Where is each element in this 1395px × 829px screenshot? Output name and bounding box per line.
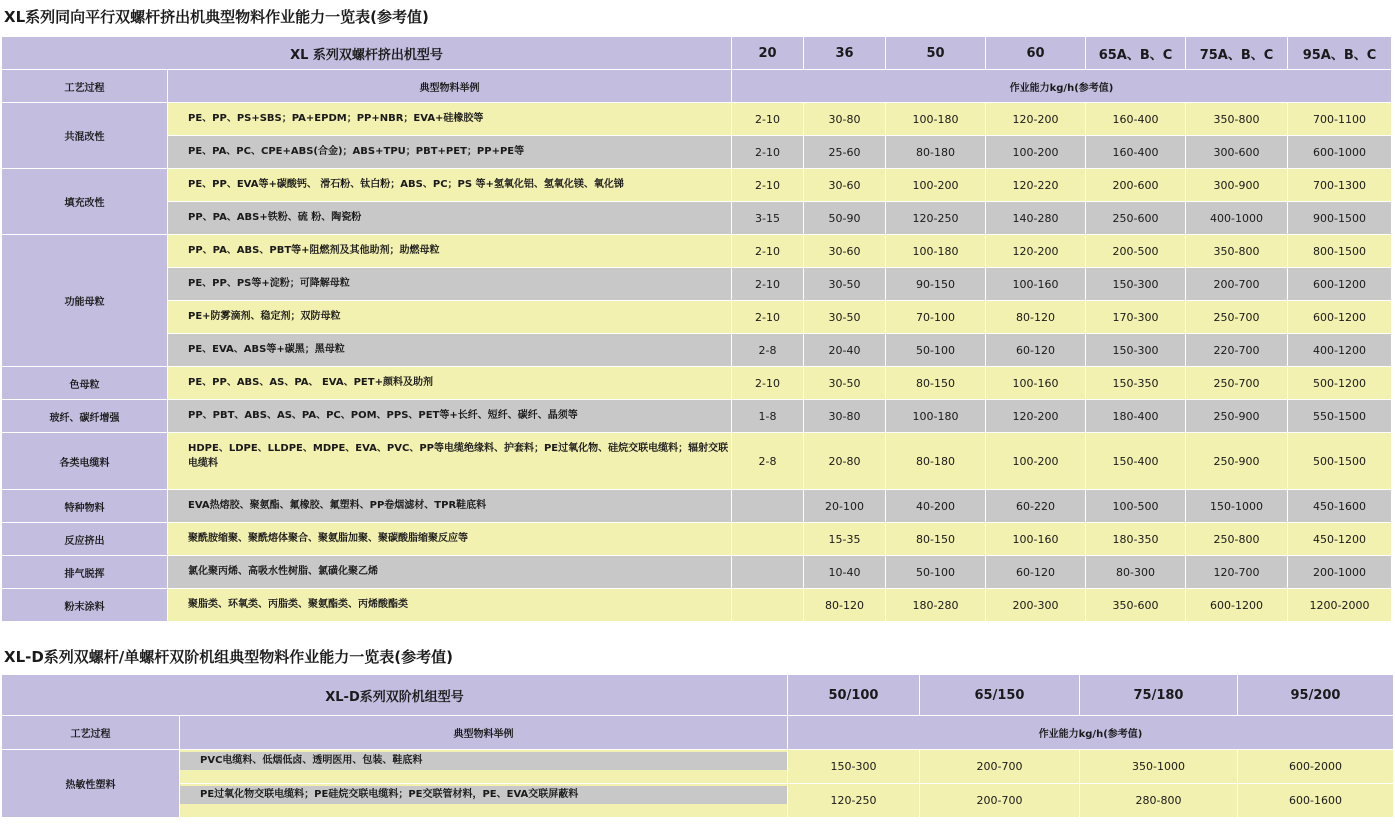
capacity-cell: 900-1500 [1288,202,1392,235]
capacity-cell: 2-10 [732,103,804,136]
capacity-cell: 250-800 [1186,523,1288,556]
example-cell: PE、PP、PS等+淀粉；可降解母粒 [168,268,732,301]
capacity-cell: 1200-2000 [1288,589,1392,622]
capacity-cell: 300-600 [1186,136,1288,169]
capacity-cell: 500-1500 [1288,433,1392,490]
capacity-cell: 100-500 [1086,490,1186,523]
capacity-cell: 3-15 [732,202,804,235]
capacity-cell: 100-200 [986,136,1086,169]
capacity-cell: 2-8 [732,433,804,490]
table-row [2,556,1392,589]
example-header: 典型物料举例 [180,716,788,750]
capacity-cell: 150-300 [1086,334,1186,367]
capacity-cell: 350-800 [1186,235,1288,268]
capacity-cell: 30-80 [804,400,886,433]
process-cell: 热敏性塑料 [2,750,180,818]
capacity-cell: 150-400 [1086,433,1186,490]
capacity-cell: 170-300 [1086,301,1186,334]
capacity-cell: 70-100 [886,301,986,334]
process-header: 工艺过程 [2,716,180,750]
capacity-cell: 100-200 [986,433,1086,490]
capacity-cell: 550-1500 [1288,400,1392,433]
capacity-cell: 2-10 [732,235,804,268]
model-header-cell: 60 [986,37,1086,70]
capacity-cell: 100-180 [886,400,986,433]
capacity-cell: 15-35 [804,523,886,556]
example-cell [180,784,788,818]
example-header: 典型物料举例 [168,70,732,103]
table-row [2,490,1392,523]
capacity-cell: 20-80 [804,433,886,490]
capacity-cell: 180-400 [1086,400,1186,433]
table2-capacity-table [1,674,1394,818]
capacity-cell: 120-700 [1186,556,1288,589]
capacity-cell: 1-8 [732,400,804,433]
capacity-cell: 30-60 [804,235,886,268]
capacity-cell: 700-1100 [1288,103,1392,136]
capacity-cell: 80-300 [1086,556,1186,589]
process-cell: 各类电缆料 [2,433,168,490]
capacity-cell: 120-250 [886,202,986,235]
capacity-cell: 250-700 [1186,367,1288,400]
example-cell: PE+防雾滴剂、稳定剂；双防母粒 [168,301,732,334]
example-cell [180,750,788,784]
capacity-cell: 100-160 [986,367,1086,400]
capacity-cell: 180-350 [1086,523,1186,556]
capacity-cell: 80-150 [886,367,986,400]
table2-title: XL-D系列双螺杆/单螺杆双阶机组典型物料作业能力一览表(参考值) [4,648,453,666]
capacity-cell: 2-10 [732,169,804,202]
table-row [2,784,1394,818]
example-cell: HDPE、LDPE、LLDPE、MDPE、EVA、PVC、PP等电缆绝缘料、护套料；PE过氧化物、硅烷交联电缆料；辐射交联电缆料 [168,433,732,490]
table1-capacity-table [1,36,1392,622]
capacity-cell: 120-220 [986,169,1086,202]
capacity-cell: 150-350 [1086,367,1186,400]
table-row [2,235,1392,268]
model-header-cell: 75A、B、C [1186,37,1288,70]
capacity-cell: 100-160 [986,268,1086,301]
capacity-cell: 30-80 [804,103,886,136]
table-row [2,136,1392,169]
example-text: PVC电缆料、低烟低卤、透明医用、包装、鞋底料 [180,752,787,770]
example-cell: PE、PP、ABS、AS、PA、 EVA、PET+颜料及助剂 [168,367,732,400]
model-header: XL 系列双螺杆挤出机型号 [2,37,732,70]
table-row [2,589,1392,622]
capacity-cell: 50-100 [886,556,986,589]
capacity-cell: 30-50 [804,268,886,301]
example-cell: PE、PP、PS+SBS；PA+EPDM；PP+NBR；EVA+硅橡胶等 [168,103,732,136]
capacity-cell: 25-60 [804,136,886,169]
model-header-cell: 36 [804,37,886,70]
process-cell: 特种物料 [2,490,168,523]
capacity-cell: 350-1000 [1080,750,1238,784]
capacity-cell: 60-120 [986,334,1086,367]
capacity-cell: 80-120 [804,589,886,622]
capacity-cell: 2-8 [732,334,804,367]
capacity-cell: 150-300 [1086,268,1186,301]
capacity-cell: 140-280 [986,202,1086,235]
capacity-cell: 20-100 [804,490,886,523]
capacity-cell: 2-10 [732,268,804,301]
table-row [2,334,1392,367]
table2-model-header-row [2,675,1394,716]
process-cell: 共混改性 [2,103,168,169]
example-cell: 聚脂类、环氧类、丙脂类、聚氨酯类、丙烯酸酯类 [168,589,732,622]
table-row [2,400,1392,433]
capacity-cell: 20-40 [804,334,886,367]
capacity-cell: 100-160 [986,523,1086,556]
table-row [2,268,1392,301]
example-cell: PP、PA、ABS、PBT等+阻燃剂及其他助剂；助燃母粒 [168,235,732,268]
model-header-cell: 50 [886,37,986,70]
process-cell: 功能母粒 [2,235,168,367]
capacity-cell: 450-1600 [1288,490,1392,523]
capacity-cell [732,490,804,523]
capacity-cell: 80-150 [886,523,986,556]
capacity-cell: 50-90 [804,202,886,235]
capacity-cell: 220-700 [1186,334,1288,367]
capacity-cell: 280-800 [1080,784,1238,818]
table1-title: XL系列同向平行双螺杆挤出机典型物料作业能力一览表(参考值) [4,8,429,26]
model-header-cell: 65A、B、C [1086,37,1186,70]
capacity-cell: 180-280 [886,589,986,622]
capacity-cell: 600-1600 [1238,784,1394,818]
capacity-cell: 160-400 [1086,136,1186,169]
table-row [2,523,1392,556]
capacity-cell: 200-500 [1086,235,1186,268]
capacity-cell: 80-180 [886,136,986,169]
process-cell: 色母粒 [2,367,168,400]
model-header-cell: 65/150 [920,675,1080,716]
capacity-cell: 250-900 [1186,400,1288,433]
capacity-cell: 90-150 [886,268,986,301]
capacity-cell: 120-200 [986,103,1086,136]
capacity-cell [732,589,804,622]
capacity-cell: 60-120 [986,556,1086,589]
example-text: PE过氧化物交联电缆料；PE硅烷交联电缆料；PE交联管材料，PE、EVA交联屏蔽料 [180,786,787,804]
capacity-cell: 200-700 [1186,268,1288,301]
table-row [2,367,1392,400]
example-cell: PE、PP、EVA等+碳酸钙、 滑石粉、钛白粉；ABS、PC；PS 等+氢氧化铝、氢氧化镁、氧化锑 [168,169,732,202]
example-cell: PP、PA、ABS+铁粉、硫 粉、陶瓷粉 [168,202,732,235]
capacity-cell: 600-2000 [1238,750,1394,784]
capacity-cell: 250-700 [1186,301,1288,334]
table-row [2,301,1392,334]
capacity-cell: 30-50 [804,301,886,334]
capacity-cell: 500-1200 [1288,367,1392,400]
capacity-cell: 600-1200 [1186,589,1288,622]
capacity-cell: 2-10 [732,367,804,400]
capacity-cell: 50-100 [886,334,986,367]
capacity-cell: 400-1000 [1186,202,1288,235]
example-cell: EVA热熔胶、聚氨酯、氟橡胶、氟塑料、PP卷烟滤材、TPR鞋底料 [168,490,732,523]
capacity-cell: 200-1000 [1288,556,1392,589]
process-cell: 排气脱挥 [2,556,168,589]
capacity-cell: 80-180 [886,433,986,490]
example-cell: 氯化聚丙烯、高吸水性树脂、氯磺化聚乙烯 [168,556,732,589]
capacity-cell: 400-1200 [1288,334,1392,367]
process-cell: 粉末涂料 [2,589,168,622]
capacity-cell: 80-120 [986,301,1086,334]
capacity-cell: 30-60 [804,169,886,202]
capacity-cell: 600-1200 [1288,268,1392,301]
table-row [2,103,1392,136]
model-header: XL-D系列双阶机组型号 [2,675,788,716]
capacity-cell: 250-900 [1186,433,1288,490]
capacity-cell: 2-10 [732,136,804,169]
capacity-cell: 450-1200 [1288,523,1392,556]
model-header-cell: 95/200 [1238,675,1394,716]
table-row [2,433,1392,490]
capacity-cell: 200-700 [920,784,1080,818]
capacity-cell: 100-180 [886,235,986,268]
capacity-cell: 30-50 [804,367,886,400]
capacity-cell: 350-800 [1186,103,1288,136]
capacity-cell [732,556,804,589]
model-header-cell: 20 [732,37,804,70]
capacity-header: 作业能力kg/h(参考值) [788,716,1394,750]
capacity-cell: 120-200 [986,400,1086,433]
example-cell: 聚酰胺缩聚、聚酰熔体聚合、聚氨脂加聚、聚碳酸脂缩聚反应等 [168,523,732,556]
capacity-cell: 100-200 [886,169,986,202]
capacity-cell: 60-220 [986,490,1086,523]
capacity-cell: 2-10 [732,301,804,334]
table-row [2,169,1392,202]
capacity-header: 作业能力kg/h(参考值) [732,70,1392,103]
model-header-cell: 75/180 [1080,675,1238,716]
capacity-cell: 600-1200 [1288,301,1392,334]
example-cell: PE、EVA、ABS等+碳黑；黑母粒 [168,334,732,367]
model-header-cell: 50/100 [788,675,920,716]
capacity-cell: 600-1000 [1288,136,1392,169]
capacity-cell: 200-700 [920,750,1080,784]
process-cell: 填充改性 [2,169,168,235]
capacity-cell [732,523,804,556]
process-cell: 玻纤、碳纤增强 [2,400,168,433]
capacity-cell: 150-300 [788,750,920,784]
capacity-cell: 10-40 [804,556,886,589]
table-row [2,202,1392,235]
process-header: 工艺过程 [2,70,168,103]
capacity-cell: 200-300 [986,589,1086,622]
capacity-cell: 800-1500 [1288,235,1392,268]
table1-column-header-row [2,70,1392,103]
capacity-cell: 120-200 [986,235,1086,268]
capacity-cell: 150-1000 [1186,490,1288,523]
capacity-cell: 40-200 [886,490,986,523]
capacity-cell: 300-900 [1186,169,1288,202]
table1-model-header-row [2,37,1392,70]
capacity-cell: 200-600 [1086,169,1186,202]
process-cell: 反应挤出 [2,523,168,556]
table2-column-header-row [2,716,1394,750]
capacity-cell: 100-180 [886,103,986,136]
capacity-cell: 700-1300 [1288,169,1392,202]
example-cell: PE、PA、PC、CPE+ABS(合金)；ABS+TPU；PBT+PET；PP+PE等 [168,136,732,169]
capacity-cell: 160-400 [1086,103,1186,136]
capacity-cell: 250-600 [1086,202,1186,235]
model-header-cell: 95A、B、C [1288,37,1392,70]
capacity-cell: 350-600 [1086,589,1186,622]
table-row [2,750,1394,784]
example-cell: PP、PBT、ABS、AS、PA、PC、POM、PPS、PET等+长纤、短纤、碳纤、晶须等 [168,400,732,433]
capacity-cell: 120-250 [788,784,920,818]
